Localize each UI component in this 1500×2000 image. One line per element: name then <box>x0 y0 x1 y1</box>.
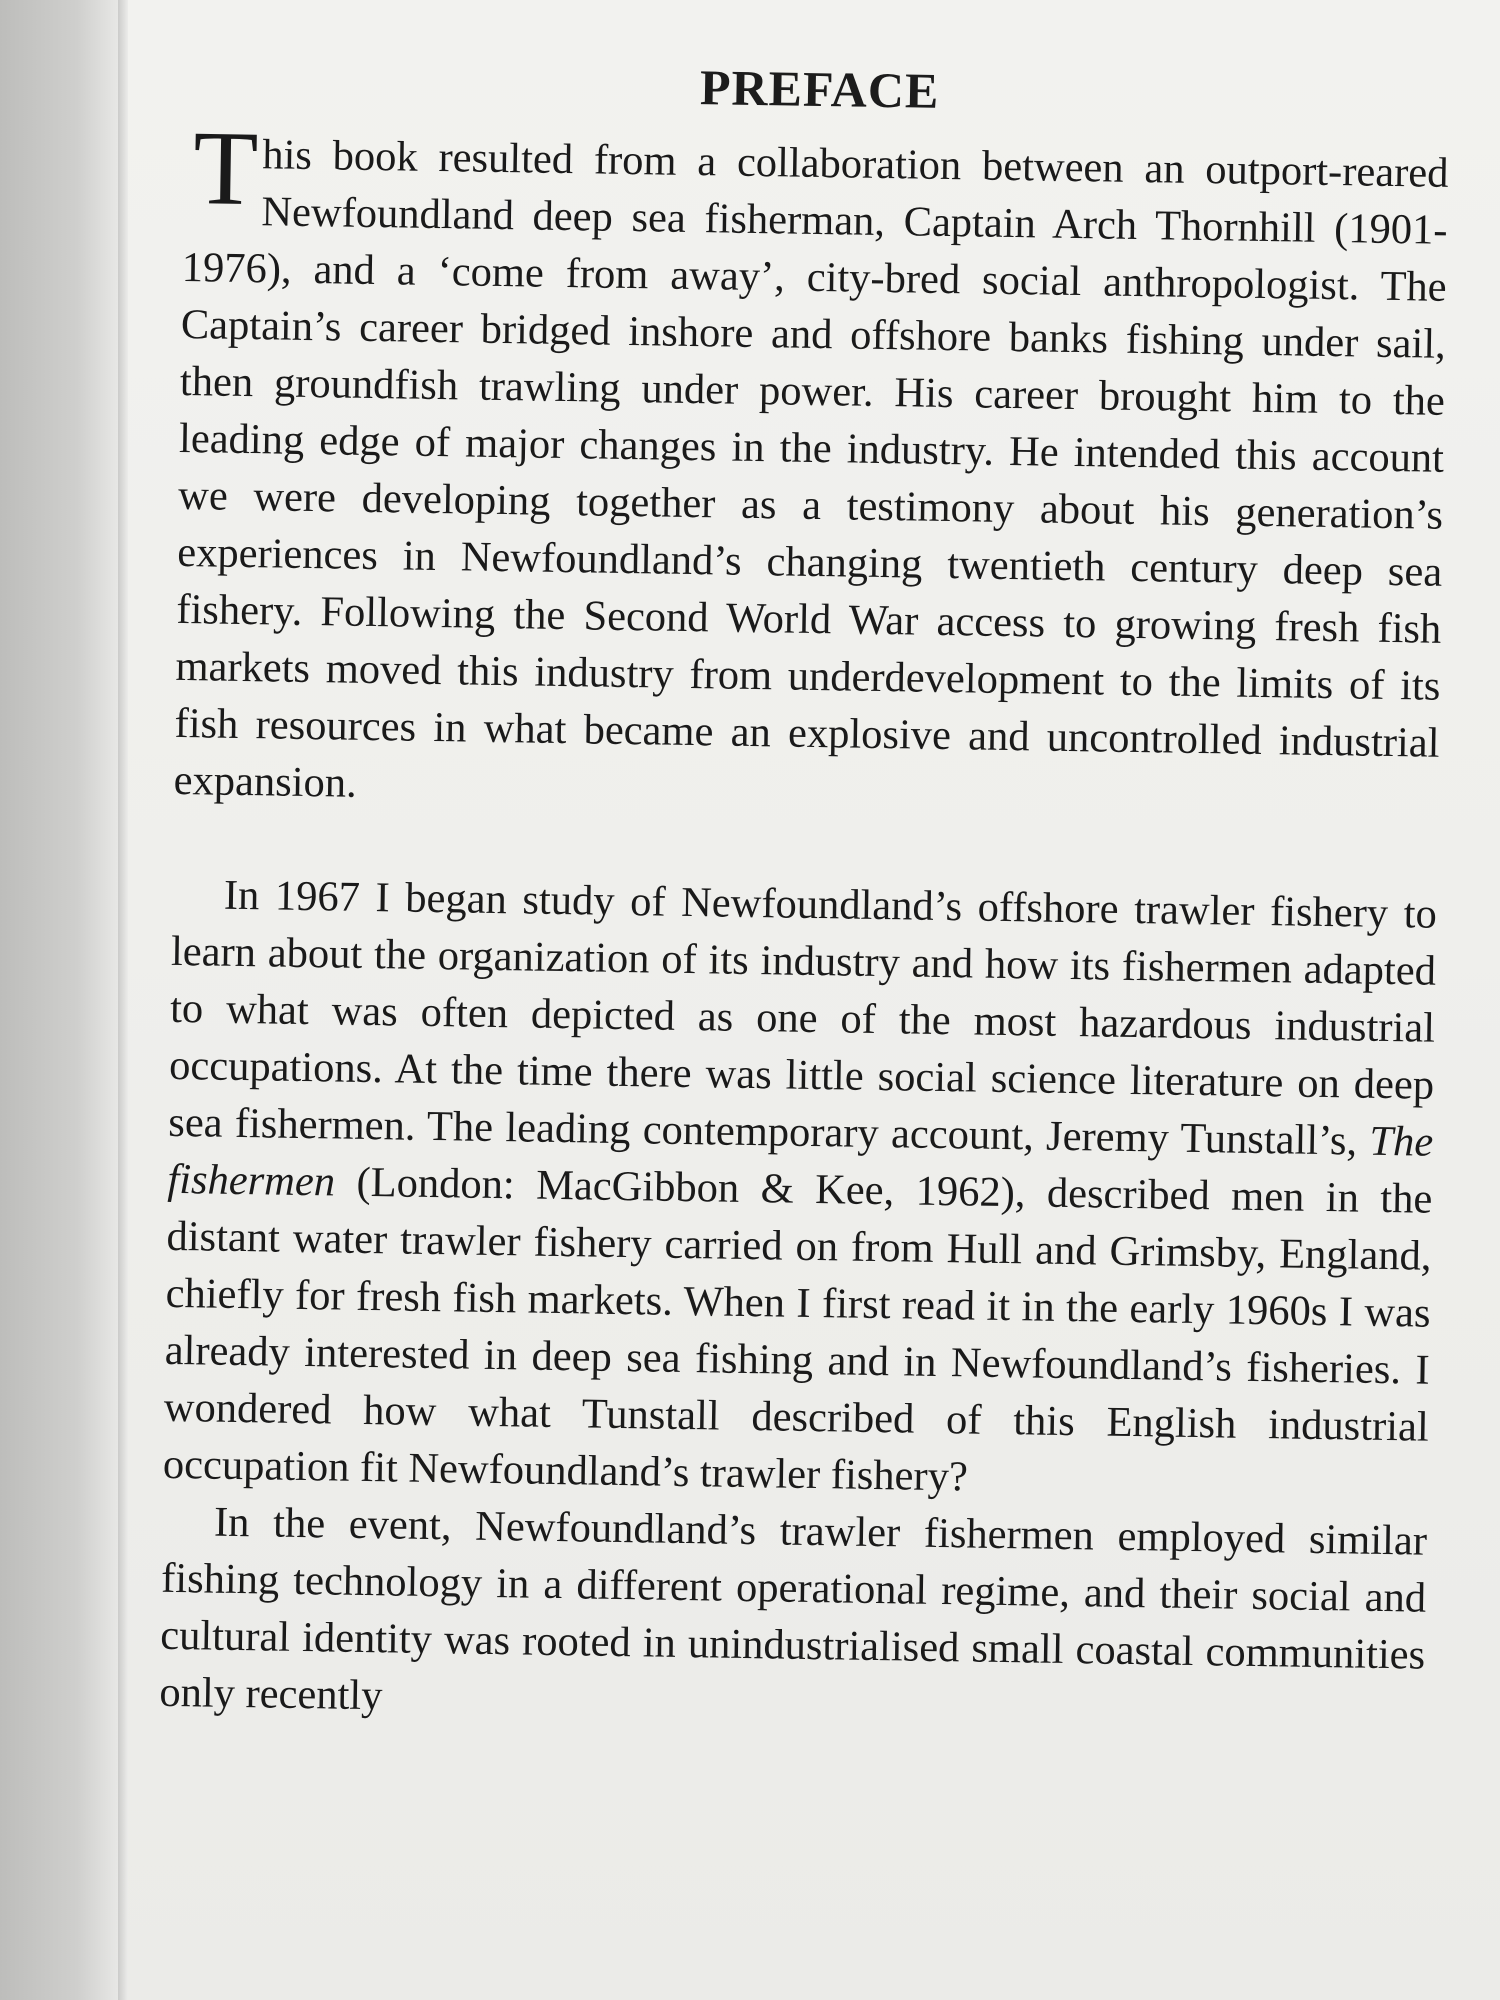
paragraph-2 <box>163 866 1438 1513</box>
drop-cap-letter: T <box>192 109 260 228</box>
page-bottom-fade <box>128 1974 1500 2000</box>
paragraph-3 <box>159 1493 1427 1741</box>
paragraph-2-text-start: In 1967 I began study of Newfoundland’s offshore trawler fishery to learn about the organization of its industry and how its fishermen adapted to what was often depicted as one of the most hazardous industrial occupations. At the time there was little social science literature on deep sea fishermen. The leading contemporary account, Jeremy Tunstall’s, <box>167 871 1438 1165</box>
paragraph-2-text-end: (London: MacGibbon & Kee, 1962), described men in the distant water trawler fishery carried on from Hull and Grimsby, England, chiefly for fresh fish markets. When I first read it in the early 1960s I was already interested in deep sea fishing and in Newfoundland’s fisheries. I wondered how what Tunstall described of this English industrial occupation fit Newfoundland’s trawler fishery? <box>162 1158 1433 1501</box>
paragraph-3-text: In the event, Newfoundland’s trawler fishermen employed similar fishing technology in a different operational regime, and their social and cultural identity was rooted in unindustrialised small coastal communities only recently <box>159 1498 1428 1720</box>
paragraph-1 <box>173 109 1449 829</box>
paragraph-1-text: his book resulted from a collaboration between an outport-reared Newfoundland deep sea fisherman, Captain Arch Thornhill (1901-1976), and a ‘come from away’, city-bred social anthropologist. The Captain’s career bridged inshore and offshore banks fishing under sail, then groundfish trawling under power. His career brought him to the leading edge of major changes in the industry. He intended this account we were developing together as a testimony about his generation’s experiences in Newfoundland’s changing twentieth century deep sea fishery. Following the Second World War access to growing fresh fish markets moved this industry from underdevelopment to the limits of its fish resources in what became an explosive and uncontrolled industrial expansion. <box>173 131 1449 807</box>
body-text <box>159 109 1449 1741</box>
page-title: PREFACE <box>699 59 940 119</box>
book-page <box>128 0 1500 2000</box>
book-title-citation: The fishermen <box>167 1117 1434 1206</box>
page-content <box>155 0 1486 2000</box>
gutter-fold-shadow <box>118 0 128 2000</box>
